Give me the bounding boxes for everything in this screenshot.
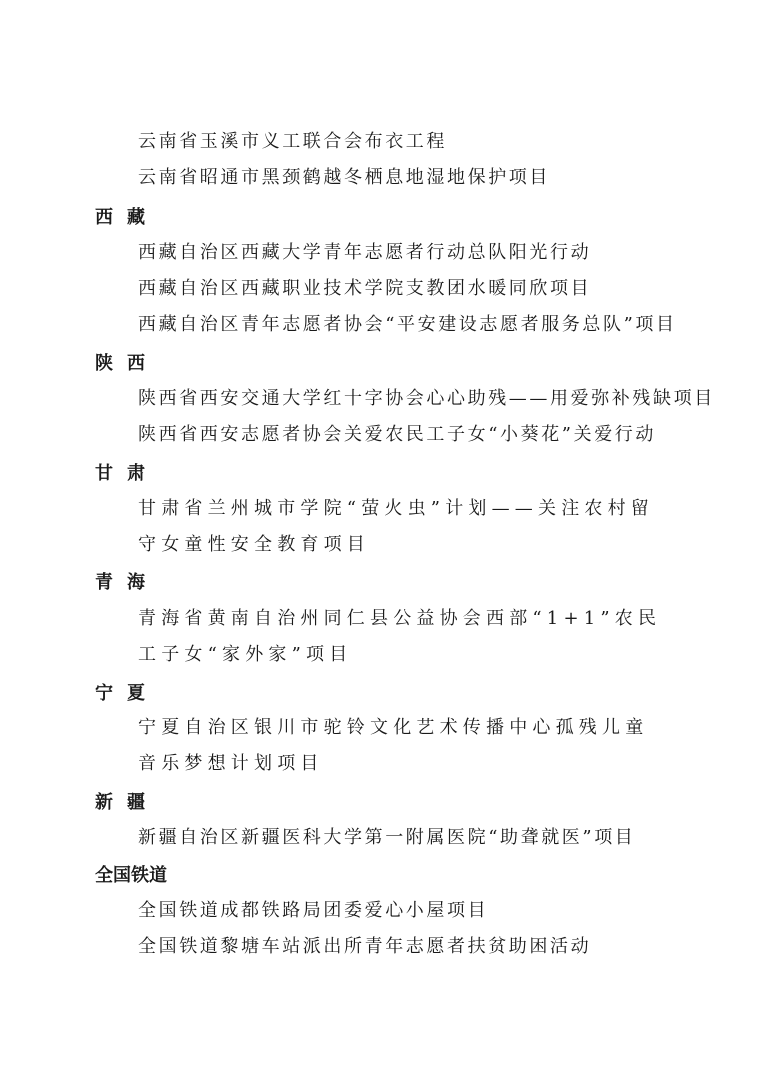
section-heading-ningxia: 宁夏 bbox=[95, 683, 159, 704]
list-item: 陕西省西安交通大学红十字协会心心助残——用爱弥补残缺项目 bbox=[138, 388, 715, 409]
section-heading-gansu: 甘肃 bbox=[95, 463, 159, 484]
list-item: 全国铁道成都铁路局团委爱心小屋项目 bbox=[138, 900, 489, 921]
section-heading-xizang: 西藏 bbox=[95, 207, 159, 228]
section-heading-shaanxi: 陕西 bbox=[95, 353, 159, 374]
list-item: 宁夏自治区银川市驼铃文化艺术传播中心孤残儿童音乐梦想计划项目 bbox=[138, 717, 649, 774]
section-heading-railway: 全国铁道 bbox=[95, 865, 167, 886]
list-item: 全国铁道黎塘车站派出所青年志愿者扶贫助困活动 bbox=[138, 936, 592, 957]
list-item: 青海省黄南自治州同仁县公益协会西部“1+1”农民工子女“家外家”项目 bbox=[138, 608, 662, 665]
list-item: 新疆自治区新疆医科大学第一附属医院“助聋就医”项目 bbox=[138, 827, 636, 848]
list-item: 云南省昭通市黑颈鹤越冬栖息地湿地保护项目 bbox=[138, 167, 550, 188]
list-item: 西藏自治区西藏大学青年志愿者行动总队阳光行动 bbox=[138, 242, 592, 263]
list-item: 西藏自治区青年志愿者协会“平安建设志愿者服务总队”项目 bbox=[138, 314, 677, 335]
list-item: 甘肃省兰州城市学院“萤火虫”计划——关注农村留守女童性安全教育项目 bbox=[138, 498, 655, 555]
list-item: 陕西省西安志愿者协会关爱农民工子女“小葵花”关爱行动 bbox=[138, 424, 657, 445]
list-item: 西藏自治区西藏职业技术学院支教团水暖同欣项目 bbox=[138, 278, 592, 299]
section-heading-xinjiang: 新疆 bbox=[95, 792, 159, 813]
section-heading-qinghai: 青海 bbox=[95, 572, 159, 593]
list-item: 云南省玉溪市义工联合会布衣工程 bbox=[138, 131, 447, 152]
